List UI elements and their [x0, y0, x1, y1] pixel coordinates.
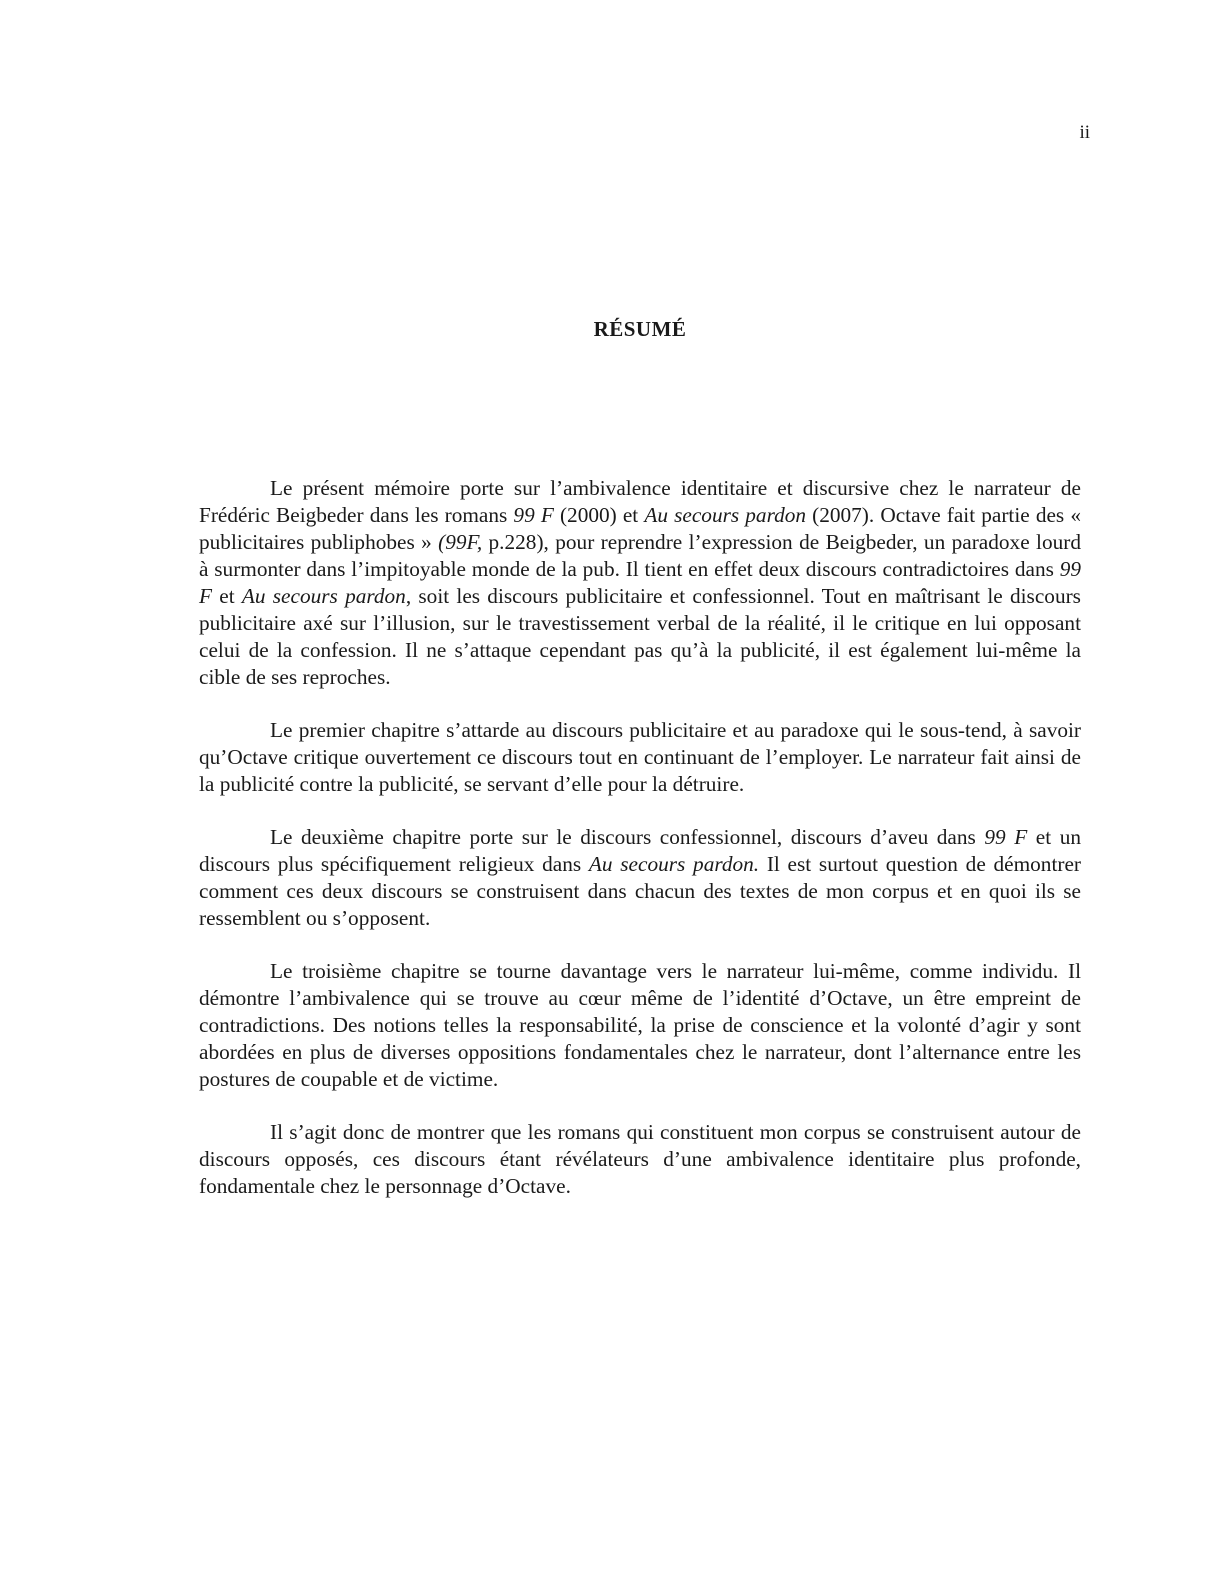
paragraph-1-text-c: (2000) et [553, 503, 645, 527]
abstract-body [199, 475, 1081, 1226]
paragraph-2: Le premier chapitre s’attarde au discours publicitaire et au paradoxe qui le sous-tend, à savoir qu’Octave critique ouvertement ce discours tout en continuant de l’employer. Le narrateur fait ainsi de la publicité contre la publicité, se servant d’elle pour la détruire. [199, 718, 1081, 796]
paragraph-1-text-i: et [212, 584, 242, 608]
paragraph-3-text-a: Le deuxième chapitre porte sur le discours confessionnel, discours d’aveu dans [270, 825, 985, 849]
novel-title-au-secours-pardon: Au secours pardon [644, 503, 807, 527]
paragraph-1-text-e: (2007). Octave fait partie des « publicitaires publiphobes » [199, 503, 1081, 554]
page-title: RÉSUMÉ [593, 317, 687, 341]
paragraph-3-text-c: et un discours plus spécifiquement religieux dans [199, 825, 1081, 876]
paragraph-1-text-a: Le présent mémoire porte sur l’ambivalence identitaire et discursive chez le narrateur de Frédéric Beigbeder dans les romans [199, 476, 1081, 527]
paragraph-1-text-g: p.228), pour reprendre l’expression de Beigbeder, un paradoxe lourd à surmonter dans l’impitoyable monde de la pub. Il tient en effet deux discours contradictoires dans [199, 530, 1081, 581]
citation-99f: (99F, [438, 530, 483, 554]
paragraph-3 [199, 824, 1081, 932]
novel-title-au-secours-pardon: Au secours pardon. [588, 852, 760, 876]
page-number: ii [1079, 122, 1090, 143]
paragraph-3-text-e: Il est surtout question de démontrer comment ces deux discours se construisent dans chacun des textes de mon corpus et en quoi ils se ressemblent ou s’opposent. [199, 852, 1082, 930]
novel-title-99f: 99 F [513, 503, 554, 527]
paragraph-5: Il s’agit donc de montrer que les romans qui constituent mon corpus se construisent autour de discours opposés, ces discours étant révélateurs d’une ambivalence identitaire plus profonde, fondamentale chez le personnage d’Octave. [199, 1120, 1081, 1198]
novel-title-99f: 99 F [199, 557, 1081, 608]
novel-title-au-secours-pardon: Au secours pardon [241, 584, 406, 608]
novel-title-99f: 99 F [984, 825, 1028, 849]
paragraph-1 [199, 475, 1081, 691]
paragraph-1-text-k: , soit les discours publicitaire et confessionnel. Tout en maîtrisant le discours publicitaire axé sur l’illusion, sur le travestissement verbal de la réalité, il le critique en lui opposant celui de la confession. Il ne s’attaque cependant pas qu’à la publicité, il est également lui-même la cible de ses reproches. [199, 584, 1081, 689]
paragraph-4: Le troisième chapitre se tourne davantage vers le narrateur lui-même, comme individu. Il démontre l’ambivalence qui se trouve au cœur même de l’identité d’Octave, un être empreint de contradictions. Des notions telles la responsabilité, la prise de conscience et la volonté d’agir y sont abordées en plus de diverses oppositions fondamentales chez le narrateur, dont l’alternance entre les postures de coupable et de victime. [199, 959, 1081, 1091]
